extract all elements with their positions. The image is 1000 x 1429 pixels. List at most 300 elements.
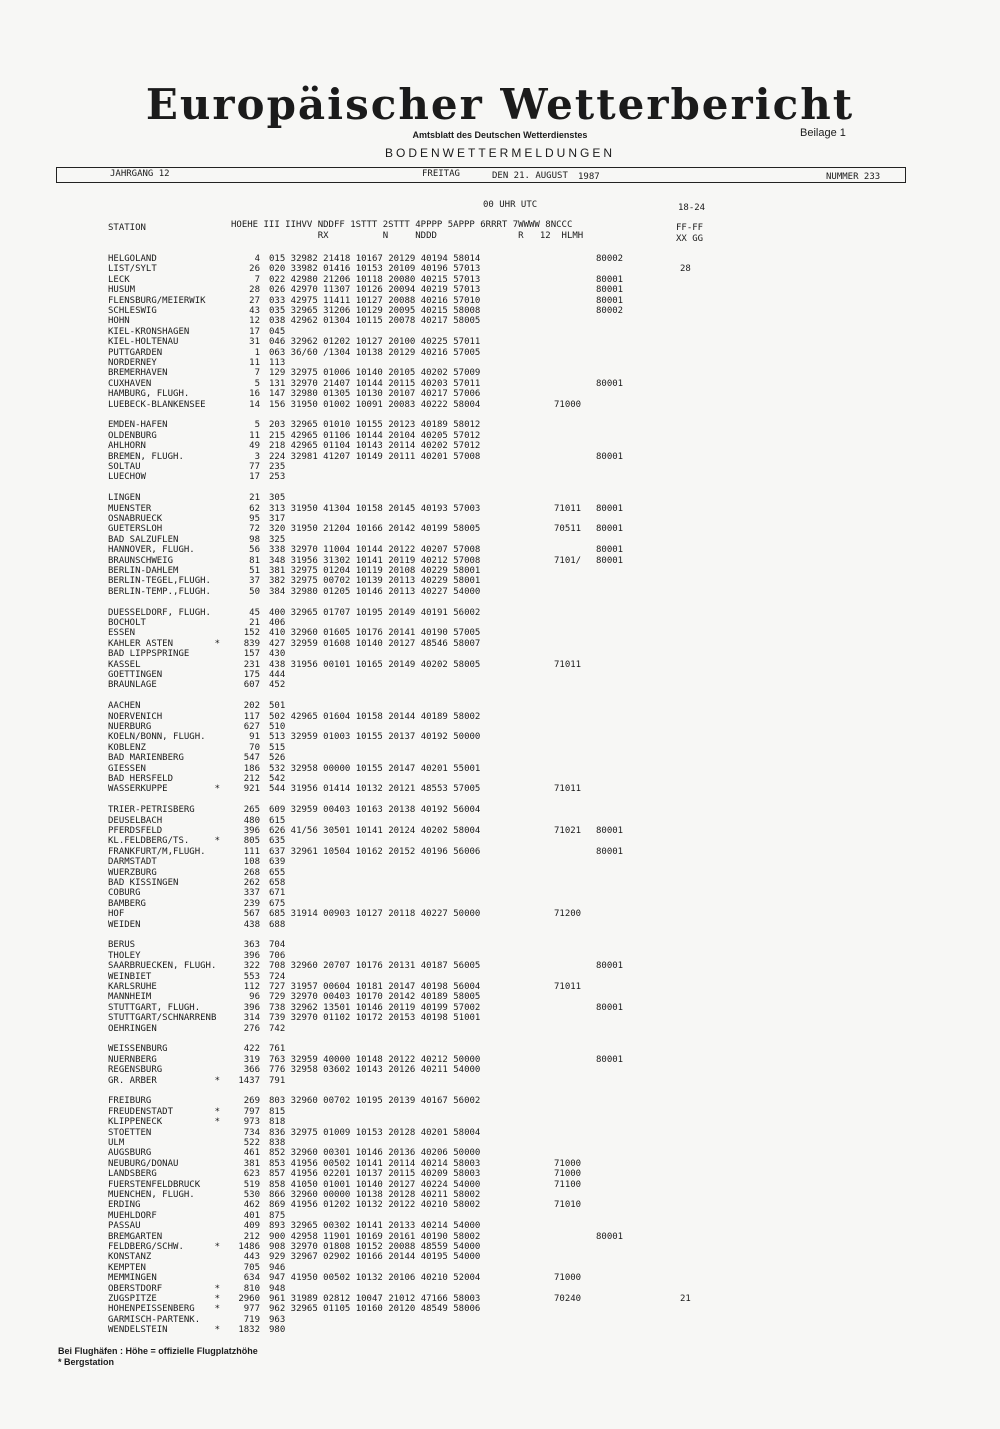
station-row: [0, 275, 1000, 285]
station-codes: 129 32975 01006 10140 20105 40202 57009: [269, 368, 481, 379]
station-name: WEINBIET: [108, 971, 152, 982]
station-codes: 338 32970 11004 10144 20122 40207 57008: [269, 545, 481, 556]
station-name: GIESSEN: [108, 763, 146, 774]
station-name: WUERZBURG: [108, 867, 157, 878]
station-height: 401: [243, 1210, 260, 1221]
station-name: DEUSELBACH: [108, 815, 163, 826]
station-codes: 893 32965 00302 10141 20133 40214 54000: [269, 1221, 481, 1232]
station-row: [0, 940, 1000, 950]
station-name: LANDSBERG: [108, 1169, 157, 1180]
group-8-code: 80001: [596, 826, 624, 836]
station-row: [0, 1190, 1000, 1200]
station-codes: 852 32960 00301 10146 20136 40206 50000: [269, 1148, 481, 1159]
station-name: HAMBURG, FLUGH.: [108, 389, 190, 400]
station-row: [0, 1148, 1000, 1158]
station-row: [0, 826, 1000, 836]
group-8-code: 80001: [596, 1231, 624, 1242]
station-name: NUERBURG: [108, 722, 152, 732]
station-height: 627: [243, 722, 260, 732]
station-height: 5: [254, 420, 260, 431]
beilage-label: Beilage 1: [800, 127, 846, 139]
station-name: KONSTANZ: [108, 1252, 152, 1263]
station-name: AUGSBURG: [108, 1148, 152, 1159]
station-height: 1437: [238, 1075, 260, 1086]
station-name: DARMSTADT: [108, 857, 157, 868]
station-row: [0, 1325, 1000, 1335]
group-8-code: 80001: [596, 274, 624, 285]
station-codes: 615: [269, 815, 286, 826]
station-name: PASSAU: [108, 1221, 141, 1232]
station-codes: 038 42962 01304 10115 20078 40217 58005: [269, 316, 481, 327]
station-codes: 635: [269, 836, 286, 847]
station-row: [0, 316, 1000, 326]
mountain-station-marker: *: [214, 836, 220, 847]
station-height: 111: [243, 846, 260, 857]
station-name: MUENSTER: [108, 503, 152, 514]
station-codes: 384 32980 01205 10146 20113 40227 54000: [269, 586, 481, 597]
station-codes: 704: [269, 940, 286, 951]
station-row: [0, 1221, 1000, 1231]
station-height: 322: [243, 961, 260, 972]
station-codes: 147 32980 01305 10130 20107 40217 57006: [269, 389, 481, 400]
station-codes: 020 33982 01416 10153 20109 40196 57013: [269, 264, 481, 275]
station-height: 56: [249, 545, 260, 556]
station-height: 5: [254, 378, 260, 389]
station-codes: 836 32975 01009 10153 20128 40201 58004: [269, 1127, 481, 1138]
station-codes: 513 32959 01003 10155 20137 40192 50000: [269, 732, 481, 743]
group-7-code: 71000: [554, 1273, 582, 1284]
station-name: BAMBERG: [108, 898, 146, 909]
station-row: [0, 462, 1000, 472]
station-name: KOELN/BONN, FLUGH.: [108, 732, 206, 743]
station-codes: 685 31914 00903 10127 20118 40227 50000: [269, 909, 481, 920]
station-codes: 776 32958 03602 10143 20126 40211 54000: [269, 1065, 481, 1076]
station-name: BERLIN-DAHLEM: [108, 566, 179, 576]
station-name: KLIPPENECK: [108, 1117, 163, 1128]
station-height: 62: [249, 503, 260, 514]
station-height: 117: [243, 711, 260, 722]
station-row: [0, 1211, 1000, 1221]
station-codes: 526: [269, 753, 286, 764]
station-row: [0, 1273, 1000, 1283]
station-height: 1832: [238, 1325, 260, 1336]
station-height: 1: [254, 347, 260, 358]
station-height: 805: [243, 836, 260, 847]
station-codes: 427 32959 01608 10140 20127 48546 58007: [269, 638, 481, 649]
station-row: [0, 1252, 1000, 1262]
station-row: [0, 1315, 1000, 1325]
station-height: 623: [243, 1169, 260, 1180]
station-height: 522: [243, 1138, 260, 1148]
station-name: GR. ARBER: [108, 1075, 157, 1086]
station-codes: 658: [269, 878, 286, 888]
station-row: [0, 1107, 1000, 1117]
right-column-subheader: XX GG: [676, 234, 704, 244]
station-height: 37: [249, 576, 260, 587]
station-height: 553: [243, 971, 260, 982]
station-name: LUECHOW: [108, 472, 146, 483]
station-codes: 727 31957 00604 10181 20147 40198 56004: [269, 982, 481, 992]
station-name: SOLTAU: [108, 462, 141, 472]
station-row: [0, 327, 1000, 337]
group-7-code: 71011: [554, 503, 582, 514]
station-codes: 305: [269, 493, 286, 504]
station-name: ZUGSPITZE: [108, 1294, 157, 1304]
station-name: GUETERSLOH: [108, 524, 163, 535]
station-name: LINGEN: [108, 493, 141, 504]
station-row: [0, 337, 1000, 347]
station-row: [0, 1096, 1000, 1106]
station-name: KARLSRUHE: [108, 982, 157, 992]
station-codes: 325: [269, 534, 286, 545]
station-height: 202: [243, 701, 260, 712]
station-row: [0, 764, 1000, 774]
station-height: 810: [243, 1283, 260, 1294]
group-8-code: 80001: [596, 555, 624, 566]
station-row: [0, 972, 1000, 982]
group-7-code: 71200: [554, 909, 582, 920]
station-height: 21: [249, 618, 260, 628]
station-codes: 444: [269, 670, 286, 680]
station-codes: 815: [269, 1106, 286, 1117]
group-8-code: 80001: [596, 285, 624, 296]
group-7-code: 71021: [554, 826, 582, 836]
station-height: 96: [249, 992, 260, 1003]
station-codes: 724: [269, 971, 286, 982]
station-name: OSNABRUECK: [108, 514, 163, 524]
station-height: 17: [249, 472, 260, 483]
station-name: PUTTGARDEN: [108, 347, 163, 358]
station-name: BRAUNLAGE: [108, 680, 157, 691]
station-row: [0, 1138, 1000, 1148]
station-name: OEHRINGEN: [108, 1023, 157, 1034]
station-row: [0, 296, 1000, 306]
station-codes: 729 32970 00403 10170 20142 40189 58005: [269, 992, 481, 1003]
station-row: [0, 951, 1000, 961]
station-row: [0, 514, 1000, 524]
station-codes: 515: [269, 742, 286, 753]
station-row: [0, 909, 1000, 919]
station-row: [0, 1117, 1000, 1127]
station-codes: 675: [269, 898, 286, 909]
station-height: 239: [243, 898, 260, 909]
station-name: KEMPTEN: [108, 1262, 146, 1273]
station-height: 81: [249, 555, 260, 566]
station-height: 719: [243, 1314, 260, 1325]
station-codes: 838: [269, 1138, 286, 1148]
station-name: TRIER-PETRISBERG: [108, 805, 195, 816]
station-codes: 763 32959 40000 10148 20122 40212 50000: [269, 1054, 481, 1065]
station-row: [0, 982, 1000, 992]
station-codes: 215 42965 01106 10144 20104 40205 57012: [269, 430, 481, 441]
station-row: [0, 920, 1000, 930]
station-codes: 320 31950 21204 10166 20142 40199 58005: [269, 524, 481, 535]
station-name: GOETTINGEN: [108, 670, 163, 680]
station-codes: 946: [269, 1262, 286, 1273]
station-height: 634: [243, 1273, 260, 1284]
station-codes: 532 32958 00000 10155 20147 40201 55001: [269, 763, 481, 774]
station-height: 1486: [238, 1242, 260, 1252]
station-codes: 501: [269, 701, 286, 712]
right-period-label: 18-24: [678, 203, 706, 213]
station-name: WEISSENBURG: [108, 1044, 168, 1055]
station-height: 11: [249, 358, 260, 368]
station-row: [0, 441, 1000, 451]
station-codes: 235: [269, 462, 286, 472]
station-codes: 063 36/60 /1304 10138 20129 40216 57005: [269, 347, 481, 358]
station-row: [0, 358, 1000, 368]
station-height: 797: [243, 1106, 260, 1117]
station-row: [0, 1003, 1000, 1013]
station-name: BRAUNSCHWEIG: [108, 555, 174, 566]
station-name: MANNHEIM: [108, 992, 152, 1003]
station-name: HOF: [108, 909, 125, 920]
group-7-code: 71000: [554, 1158, 582, 1169]
station-codes: 708 32960 20707 10176 20131 40187 56005: [269, 961, 481, 972]
station-height: 11: [249, 430, 260, 441]
station-height: 95: [249, 514, 260, 524]
station-codes: 381 32975 01204 10119 20108 40229 58001: [269, 566, 481, 576]
station-row: [0, 1180, 1000, 1190]
station-codes: 908 32970 01808 10152 20088 48559 54000: [269, 1242, 481, 1252]
station-row: [0, 618, 1000, 628]
station-name: KAHLER ASTEN: [108, 638, 174, 649]
station-height: 98: [249, 534, 260, 545]
group-8-code: 80001: [596, 451, 624, 462]
station-height: 49: [249, 441, 260, 452]
station-height: 21: [249, 493, 260, 504]
station-row: [0, 753, 1000, 763]
station-height: 438: [243, 919, 260, 930]
station-name: STOETTEN: [108, 1127, 152, 1138]
station-row: [0, 774, 1000, 784]
station-name: MUENCHEN, FLUGH.: [108, 1190, 195, 1200]
station-row: [0, 493, 1000, 503]
station-row: [0, 743, 1000, 753]
station-row: [0, 722, 1000, 732]
nummer: NUMMER 233: [826, 172, 881, 182]
mountain-station-marker: *: [214, 638, 220, 649]
station-height: 443: [243, 1252, 260, 1263]
station-row: [0, 628, 1000, 638]
station-height: 396: [243, 1002, 260, 1013]
station-name: HANNOVER, FLUGH.: [108, 545, 195, 556]
station-codes: 015 32982 21418 10167 20129 40194 58014: [269, 254, 481, 264]
station-height: 366: [243, 1065, 260, 1076]
station-codes: 655: [269, 867, 286, 878]
group-8-code: 80001: [596, 846, 624, 857]
station-height: 268: [243, 867, 260, 878]
group-7-code: 71011: [554, 659, 582, 670]
station-codes: 900 42958 11901 10169 20161 40190 58002: [269, 1231, 481, 1242]
date: DEN 21. AUGUST: [492, 171, 568, 181]
station-name: STUTTGART, FLUGH.: [108, 1002, 201, 1013]
station-height: 567: [243, 909, 260, 920]
station-row: [0, 868, 1000, 878]
station-codes: 035 32965 31206 10129 20095 40215 58008: [269, 306, 481, 316]
station-name: FRANKFURT/M,FLUGH.: [108, 846, 206, 857]
station-height: 547: [243, 753, 260, 764]
station-name: HOHENPEISSENBERG: [108, 1304, 195, 1315]
jahrgang: JAHRGANG 12: [110, 169, 170, 179]
station-height: 530: [243, 1190, 260, 1200]
time-label: 00 UHR UTC: [483, 200, 538, 210]
station-name: SCHLESWIG: [108, 306, 157, 316]
station-name: KL.FELDBERG/TS.: [108, 836, 190, 847]
station-name: STUTTGART/SCHNARRENB: [108, 1013, 217, 1024]
station-codes: 382 32975 00702 10139 20113 40229 58001: [269, 576, 481, 587]
station-height: 839: [243, 638, 260, 649]
station-height: 7: [254, 274, 260, 285]
station-codes: 452: [269, 680, 286, 691]
station-name: HOHN: [108, 316, 130, 327]
group-7-code: 71010: [554, 1200, 582, 1211]
station-height: 91: [249, 732, 260, 743]
group-8-code: 80001: [596, 961, 624, 972]
station-codes: 962 32965 01105 10160 20120 48549 58006: [269, 1304, 481, 1315]
station-height: 43: [249, 306, 260, 316]
group-8-code: 80001: [596, 524, 624, 535]
station-row: [0, 1055, 1000, 1065]
station-codes: 131 32970 21407 10144 20115 40203 57011: [269, 378, 481, 389]
station-name: BAD MARIENBERG: [108, 753, 184, 764]
page-title: Europäischer Wetterbericht: [145, 80, 855, 129]
station-height: 396: [243, 950, 260, 961]
group-8-code: 80001: [596, 1002, 624, 1013]
station-codes: 022 42980 21206 10118 20080 40215 57013: [269, 274, 481, 285]
station-row: [0, 524, 1000, 534]
station-row: [0, 348, 1000, 358]
section-title: BODENWETTERMELDUNGEN: [384, 146, 615, 160]
station-row: [0, 1242, 1000, 1252]
station-height: 175: [243, 670, 260, 680]
station-codes: 818: [269, 1117, 286, 1128]
mountain-station-marker: *: [214, 1117, 220, 1128]
mountain-station-marker: *: [214, 1075, 220, 1086]
station-height: 152: [243, 628, 260, 639]
station-name: ERDING: [108, 1200, 141, 1211]
station-height: 396: [243, 826, 260, 836]
station-name: KOBLENZ: [108, 742, 146, 753]
station-codes: 742: [269, 1023, 286, 1034]
station-name: MEMMINGEN: [108, 1273, 157, 1284]
station-row: [0, 1128, 1000, 1138]
station-row: [0, 1304, 1000, 1314]
station-name: FREUDENSTADT: [108, 1106, 174, 1117]
station-row: [0, 680, 1000, 690]
station-row: [0, 1065, 1000, 1075]
station-row: [0, 556, 1000, 566]
station-name: FREIBURG: [108, 1096, 152, 1107]
station-row: [0, 306, 1000, 316]
group-7-code: 70240: [554, 1294, 582, 1304]
station-height: 480: [243, 815, 260, 826]
station-row: [0, 649, 1000, 659]
station-height: 607: [243, 680, 260, 691]
station-codes: 803 32960 00702 10195 20139 40167 56002: [269, 1096, 481, 1107]
station-name: KIEL-KRONSHAGEN: [108, 326, 190, 337]
group-7-code: 71000: [554, 399, 582, 410]
mountain-station-marker: *: [214, 1304, 220, 1315]
group-8-code: 80001: [596, 503, 624, 514]
station-name: WENDELSTEIN: [108, 1325, 168, 1336]
station-row: [0, 836, 1000, 846]
mountain-station-marker: *: [214, 1283, 220, 1294]
station-name: MUEHLDORF: [108, 1210, 157, 1221]
station-height: 337: [243, 888, 260, 899]
station-height: 50: [249, 586, 260, 597]
station-name: BAD SALZUFLEN: [108, 534, 179, 545]
station-height: 519: [243, 1179, 260, 1190]
station-height: 16: [249, 389, 260, 400]
station-row: [0, 400, 1000, 410]
station-name: ESSEN: [108, 628, 136, 639]
station-codes: 706: [269, 950, 286, 961]
station-height: 157: [243, 649, 260, 660]
code-column-subheaders: RX N NDDD R 12 HLMH: [231, 231, 584, 241]
station-row: [0, 992, 1000, 1002]
station-row: [0, 1169, 1000, 1179]
station-row: [0, 1284, 1000, 1294]
station-row: [0, 1200, 1000, 1210]
station-height: 422: [243, 1044, 260, 1055]
station-height: 973: [243, 1117, 260, 1128]
station-codes: 739 32970 01102 10172 20153 40198 51001: [269, 1013, 481, 1024]
station-codes: 438 31956 00101 10165 20149 40202 58005: [269, 659, 481, 670]
station-codes: 853 41956 00502 10141 20114 40214 58003: [269, 1158, 481, 1169]
station-name: BAD HERSFELD: [108, 774, 174, 784]
station-row: [0, 878, 1000, 888]
station-row: [0, 732, 1000, 742]
station-codes: 980: [269, 1325, 286, 1336]
station-name: AACHEN: [108, 701, 141, 712]
station-row: [0, 379, 1000, 389]
station-name: BREMERHAVEN: [108, 368, 168, 379]
right-column-header: FF-FF: [676, 223, 704, 233]
station-name: OBERSTDORF: [108, 1283, 163, 1294]
station-name: DUESSELDORF, FLUGH.: [108, 607, 211, 618]
station-height: 112: [243, 982, 260, 992]
station-height: 231: [243, 659, 260, 670]
station-codes: 400 32965 01707 10195 20149 40191 56002: [269, 607, 481, 618]
station-codes: 791: [269, 1075, 286, 1086]
year: 1987: [578, 172, 600, 182]
station-row: [0, 452, 1000, 462]
station-row: [0, 816, 1000, 826]
station-height: 269: [243, 1096, 260, 1107]
station-height: 734: [243, 1127, 260, 1138]
station-height: 14: [249, 399, 260, 410]
station-row: [0, 545, 1000, 555]
station-codes: 738 32962 13501 10146 20119 40199 57002: [269, 1002, 481, 1013]
station-codes: 045: [269, 326, 286, 337]
group-7-code: 71011: [554, 784, 582, 795]
station-codes: 253: [269, 472, 286, 483]
station-codes: 430: [269, 649, 286, 660]
station-row: [0, 472, 1000, 482]
station-codes: 858 41050 01001 10140 20127 40224 54000: [269, 1179, 481, 1190]
station-name: ULM: [108, 1138, 125, 1148]
station-name: BAD LIPPSPRINGE: [108, 649, 190, 660]
station-codes: 869 41956 01202 10132 20122 40210 58002: [269, 1200, 481, 1211]
group-8-code: 80001: [596, 545, 624, 556]
station-name: KASSEL: [108, 659, 141, 670]
station-row: [0, 576, 1000, 586]
station-name: EMDEN-HAFEN: [108, 420, 168, 431]
station-codes: 671: [269, 888, 286, 899]
station-name: THOLEY: [108, 950, 141, 961]
station-row: [0, 712, 1000, 722]
